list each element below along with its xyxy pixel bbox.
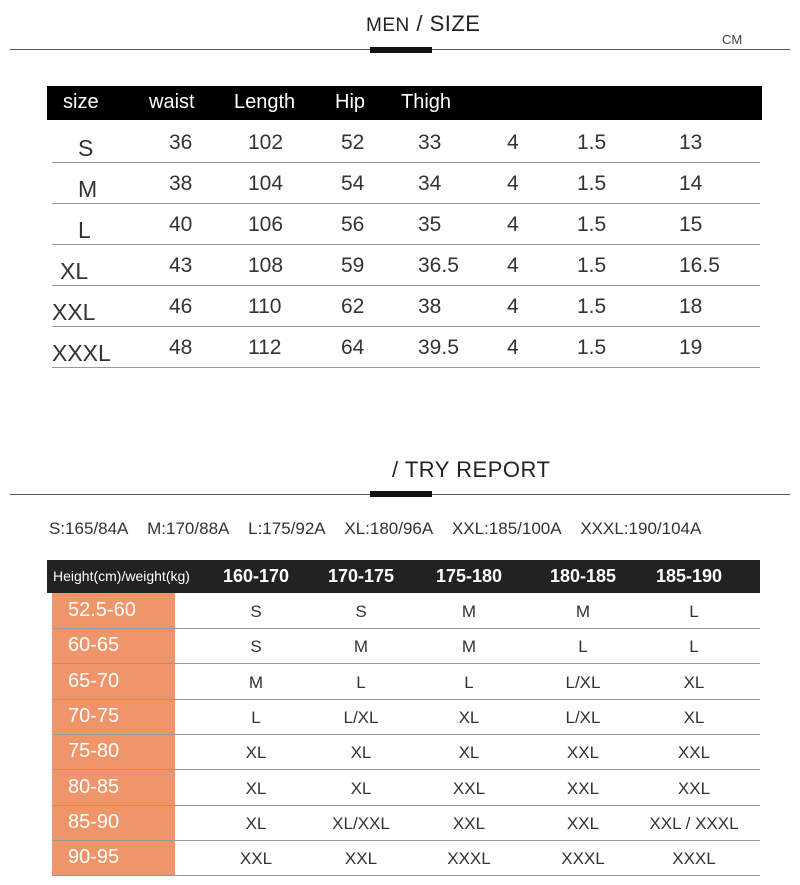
size-cell-value: 1.5 <box>577 131 607 154</box>
weight-label: 52.5-60 <box>68 599 136 621</box>
size-cell-value: 4 <box>507 131 519 154</box>
header-thigh: Thigh <box>401 91 452 113</box>
fit-corner-label: Height(cm)/weight(kg) <box>53 568 190 584</box>
fit-size-cell: XXL <box>566 778 600 798</box>
size-cell-value: 4 <box>507 295 519 318</box>
weight-label: 90-95 <box>68 846 120 869</box>
size-cell-value: 104 <box>248 172 284 195</box>
size-cell-label: XXL <box>52 299 96 325</box>
size-cell-value: 1.5 <box>577 254 607 277</box>
size-cell-value: 4 <box>507 254 519 277</box>
fit-size-cell: M <box>461 602 477 621</box>
fit-size-cell: L/XL <box>343 707 379 727</box>
size-row <box>52 203 760 245</box>
size-row <box>52 285 760 327</box>
size-cell-value: 54 <box>341 172 365 195</box>
fit-size-cell: XL/XXL <box>332 813 390 833</box>
fit-table-header <box>47 560 760 593</box>
size-cell-value: 15 <box>679 213 703 236</box>
size-cell-value: 43 <box>169 254 193 277</box>
fit-size-cell: XL <box>458 707 480 727</box>
fit-size-cell: M <box>353 637 369 657</box>
header-length: Length <box>234 91 296 113</box>
size-cell-value: 35 <box>418 213 442 236</box>
size-cell-label: L <box>78 217 91 243</box>
size-row <box>52 162 760 204</box>
size-cell-value: 110 <box>248 295 282 318</box>
fit-row <box>52 699 760 735</box>
size-height-map <box>49 519 715 539</box>
fit-size-cell: XXXL <box>672 849 716 869</box>
fit-size-cell: L <box>689 637 699 657</box>
fit-size-cell: M <box>461 637 477 657</box>
weight-label: 60-65 <box>68 634 120 657</box>
fit-size-cell: XL <box>245 813 267 833</box>
size-title-rest: / SIZE <box>416 11 481 36</box>
fit-size-cell: XL <box>683 707 705 727</box>
try-section-accent-bar <box>370 491 432 497</box>
size-cell-value: 33 <box>418 131 442 154</box>
fit-size-cell: L/XL <box>565 672 601 692</box>
size-cell-value: 4 <box>507 336 519 359</box>
size-section-title <box>366 11 480 37</box>
size-cell-value: 52 <box>341 131 365 154</box>
fit-size-cell: M <box>575 602 591 621</box>
weight-label: 70-75 <box>68 704 120 727</box>
size-cell-value: 36 <box>169 131 193 154</box>
size-cell-value: 56 <box>341 213 365 236</box>
size-cell-value: 14 <box>679 172 703 195</box>
size-map-m: M:170/88A <box>147 519 230 538</box>
size-cell-value: 108 <box>248 254 284 277</box>
try-section-title: / TRY REPORT <box>392 457 551 482</box>
weight-label: 75-80 <box>68 740 120 763</box>
size-cell-value: 1.5 <box>577 336 607 359</box>
size-map-s: S:165/84A <box>49 519 129 538</box>
size-cell-value: 38 <box>169 172 193 195</box>
size-cell-value: 112 <box>248 336 282 359</box>
fit-size-cell: L <box>464 672 474 692</box>
fit-row <box>52 593 760 629</box>
size-cell-value: 39.5 <box>418 336 459 359</box>
height-col-5: 185-190 <box>655 566 723 586</box>
weight-label: 80-85 <box>68 775 120 798</box>
size-cell-value: 34 <box>418 172 442 195</box>
size-cell-value: 59 <box>341 254 365 277</box>
fit-size-cell: S <box>355 602 367 621</box>
fit-size-cell: L <box>689 602 699 621</box>
size-cell-value: 106 <box>248 213 284 236</box>
fit-size-cell: XXXL <box>447 849 491 869</box>
size-row <box>52 244 760 286</box>
size-section-accent-bar <box>370 47 432 53</box>
size-cell-value: 4 <box>507 172 519 195</box>
size-cell-value: 38 <box>418 295 442 318</box>
fit-row <box>52 805 760 841</box>
fit-size-cell: XL <box>245 778 267 798</box>
size-cell-value: 18 <box>679 295 703 318</box>
size-cell-label: S <box>78 135 94 161</box>
size-cell-value: 102 <box>248 131 284 154</box>
size-map-xxxl: XXXL:190/104A <box>580 519 702 538</box>
header-hip: Hip <box>335 91 366 113</box>
fit-row <box>52 734 760 770</box>
fit-size-cell: XXL <box>566 743 600 763</box>
weight-label: 85-90 <box>68 810 120 833</box>
fit-row <box>52 664 760 700</box>
size-cell-value: 1.5 <box>577 213 607 236</box>
fit-size-cell: XL <box>245 743 267 763</box>
fit-size-cell: XXL <box>566 813 600 833</box>
fit-row <box>52 628 760 664</box>
fit-size-cell: XXL <box>677 743 711 763</box>
size-cell-value: 64 <box>341 336 365 359</box>
fit-size-cell: L <box>578 637 588 657</box>
fit-size-cell: M <box>248 672 264 692</box>
size-cell-label: M <box>78 176 98 202</box>
fit-size-cell: L <box>356 672 366 692</box>
fit-size-cell: XXL <box>344 849 378 869</box>
fit-size-cell: XL <box>683 672 705 692</box>
size-cell-value: 16.5 <box>679 254 720 277</box>
size-row <box>52 326 760 368</box>
size-title-men: MEN <box>366 15 410 36</box>
fit-size-cell: XXL <box>452 813 486 833</box>
fit-size-cell: L/XL <box>565 707 601 727</box>
weight-label: 65-70 <box>68 669 120 692</box>
header-waist: waist <box>149 91 195 113</box>
size-cell-value: 36.5 <box>418 254 459 277</box>
size-row <box>52 121 760 163</box>
fit-size-cell: XXL <box>452 778 486 798</box>
size-map-xxl: XXL:185/100A <box>451 519 562 538</box>
height-col-4: 180-185 <box>549 566 617 586</box>
height-col-2: 170-175 <box>327 566 395 586</box>
fit-row <box>52 840 760 876</box>
fit-size-cell: XL <box>458 743 480 763</box>
size-cell-value: 19 <box>679 336 703 359</box>
height-col-3: 175-180 <box>435 566 503 586</box>
size-cell-value: 1.5 <box>577 295 607 318</box>
size-cell-value: 1.5 <box>577 172 607 195</box>
size-table-header <box>47 86 762 120</box>
size-cell-value: 62 <box>341 295 365 318</box>
header-size: size <box>63 91 99 113</box>
fit-size-cell: XXXL <box>561 849 605 869</box>
size-cell-value: 40 <box>169 213 193 236</box>
height-col-1: 160-170 <box>222 566 290 586</box>
size-cell-value: 46 <box>169 295 193 318</box>
size-cell-value: 4 <box>507 213 519 236</box>
size-cell-label: XL <box>60 258 89 284</box>
size-map-l: L:175/92A <box>248 519 326 538</box>
size-map-xl: XL:180/96A <box>344 519 434 538</box>
fit-size-cell: S <box>250 637 262 657</box>
fit-row <box>52 770 760 806</box>
fit-size-cell: XL <box>350 778 372 798</box>
fit-size-cell: XXL / XXXL <box>649 813 739 833</box>
fit-size-cell: XXL <box>677 778 711 798</box>
fit-size-cell: L <box>251 707 261 727</box>
fit-size-cell: S <box>250 602 262 621</box>
size-cell-value: 48 <box>169 336 193 359</box>
size-cell-label: XXXL <box>52 340 111 366</box>
fit-size-cell: XL <box>350 743 372 763</box>
unit-label: CM <box>722 32 743 47</box>
size-cell-value: 13 <box>679 131 703 154</box>
fit-size-cell: XXL <box>239 849 273 869</box>
